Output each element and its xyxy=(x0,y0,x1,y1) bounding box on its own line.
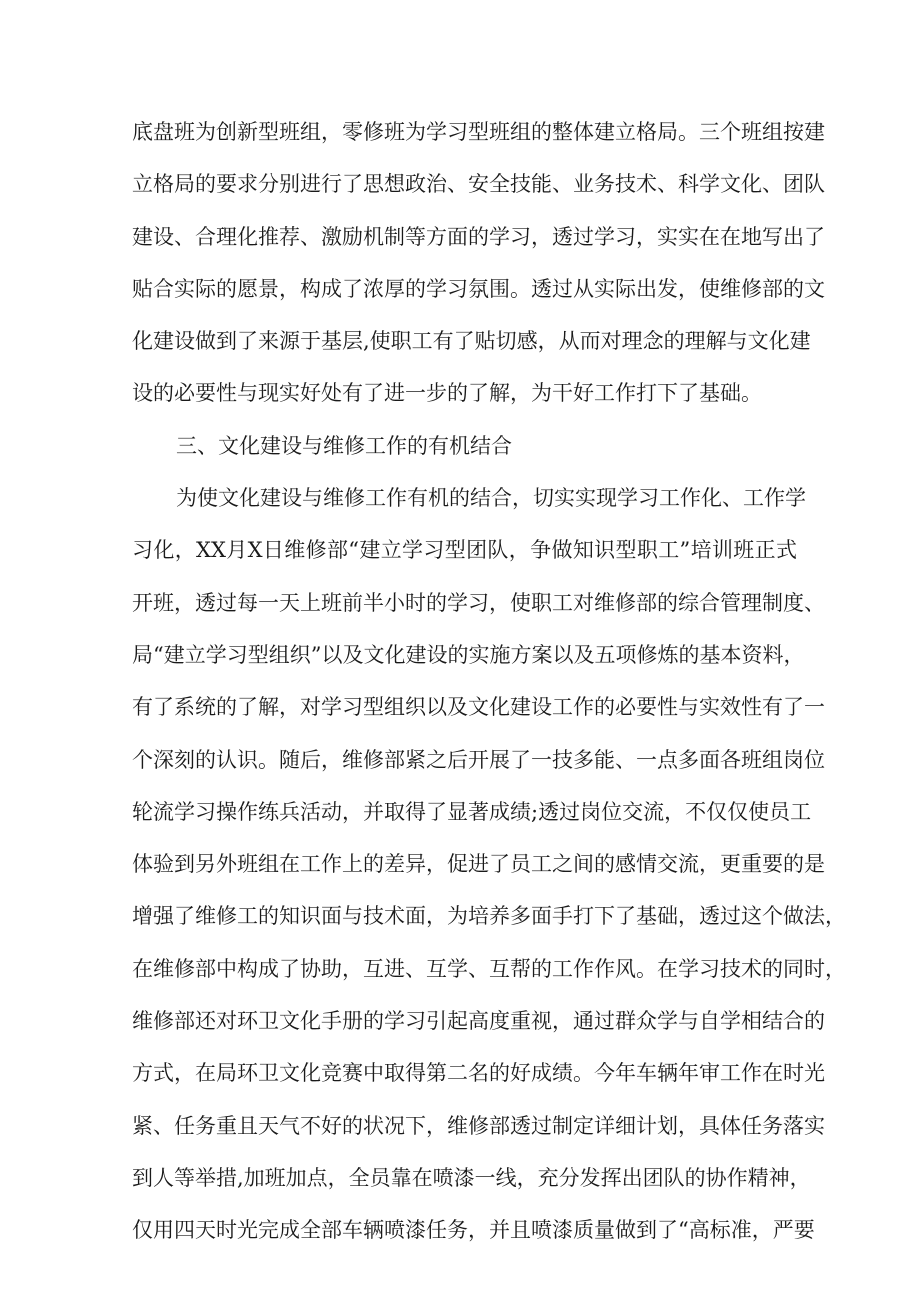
paragraph-line: 立格局的要求分别进行了思想政治、安全技能、业务技术、科学文化、团队 xyxy=(132,172,825,197)
paragraph-line: 仅用四天时光完成全部车辆喷漆任务，并且喷漆质量做到了“高标准，严要 xyxy=(132,1218,815,1243)
paragraph-line: 轮流学习操作练兵活动，并取得了显著成绩;透过岗位交流，不仅仅使员工 xyxy=(132,799,812,824)
paragraph-line: 开班，透过每一天上班前半小时的学习，使职工对维修部的综合管理制度、 xyxy=(132,590,825,615)
paragraph-line: 在维修部中构成了协助，互进、互学、互帮的工作作风。在学习技术的同时， xyxy=(132,956,846,981)
paragraph-line: 个深刻的认识。随后，维修部紧之后开展了一技多能、一点多面各班组岗位 xyxy=(132,747,825,772)
paragraph-line: 设的必要性与现实好处有了进一步的了解，为干好工作打下了基础。 xyxy=(132,381,762,406)
paragraph-line: 方式，在局环卫文化竞赛中取得第二名的好成绩。今年车辆年审工作在时光 xyxy=(132,1061,825,1086)
paragraph-line: 底盘班为创新型班组，零修班为学习型班组的整体建立格局。三个班组按建 xyxy=(132,120,825,144)
paragraph-line: 增强了维修工的知识面与技术面，为培养多面手打下了基础，透过这个做法， xyxy=(132,904,846,929)
paragraph-line: 维修部还对环卫文化手册的学习引起高度重视，通过群众学与自学相结合的 xyxy=(132,1009,825,1034)
section-heading: 三、文化建设与维修工作的有机结合 xyxy=(176,433,512,458)
paragraph-line: 体验到另外班组在工作上的差异，促进了员工之间的感情交流，更重要的是 xyxy=(132,852,825,877)
paragraph-line: 紧、任务重且天气不好的状况下，维修部透过制定详细计划，具体任务落实 xyxy=(132,1113,825,1138)
paragraph-line: 化建设做到了来源于基层,使职工有了贴切感，从而对理念的理解与文化建 xyxy=(132,329,811,354)
document-body xyxy=(132,115,846,1266)
paragraph-line: 到人等举措,加班加点，全员靠在喷漆一线，充分发挥出团队的协作精神， xyxy=(132,1165,811,1190)
paragraph-line: 习化，XX月X日维修部“建立学习型团队，争做知识型职工”培训班正式 xyxy=(132,538,797,563)
paragraph-first-line: 为使文化建设与维修工作有机的结合，切实实现学习工作化、工作学 xyxy=(176,486,806,511)
paragraph-line: 局“建立学习型组织”以及文化建设的实施方案以及五项修炼的基本资料， xyxy=(132,642,805,667)
paragraph-line: 贴合实际的愿景，构成了浓厚的学习氛围。透过从实际出发，使维修部的文 xyxy=(132,276,825,301)
paragraph-line: 有了系统的了解，对学习型组织以及文化建设工作的必要性与实效性有了一 xyxy=(132,695,825,720)
paragraph-line: 建设、合理化推荐、激励机制等方面的学习，透过学习，实实在在地写出了 xyxy=(132,224,825,249)
